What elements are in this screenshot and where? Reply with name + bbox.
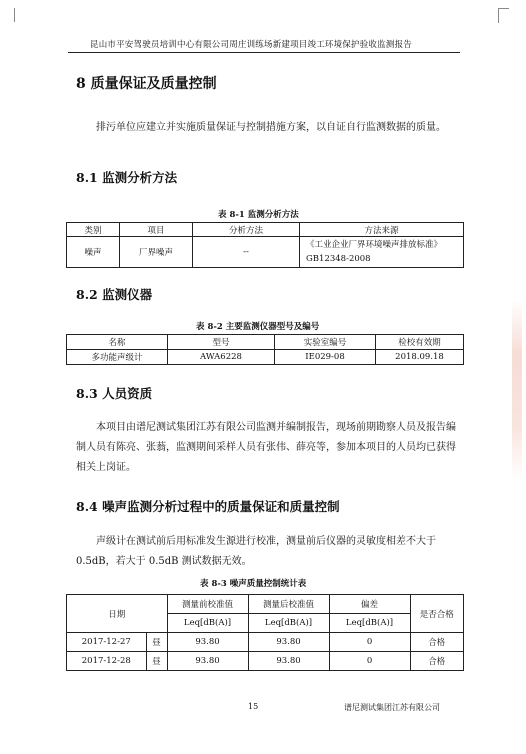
page-number: 15 [248,702,259,711]
table-cell: 厂界噪声 [120,237,193,268]
table-cell: 多功能声级计 [67,350,168,365]
section-8-3-title: 8.3 人员资质 [76,386,153,401]
section-8-title: 8 质量保证及质量控制 [76,76,217,92]
section-8-2-title: 8.2 监测仪器 [76,287,153,302]
section-8-4-title: 8.4 噪声监测分析过程中的质量保证和质量控制 [76,499,340,514]
method-source-name: 《工业企业厂界环境噪声排放标准》 [306,240,443,250]
table-header-date: 日期 [67,595,168,633]
table-header-unit: Leq[dB(A)] [329,614,410,633]
table-cell: 噪声 [67,237,120,268]
table-cell-pre: 93.80 [167,652,248,671]
table-header-post: 测量后校准值 [248,595,329,614]
table-header-deviation: 偏差 [329,595,410,614]
seal-edge-stamp [512,300,522,480]
table-header-unit: Leq[dB(A)] [167,614,248,633]
table-cell-post: 93.80 [248,652,329,671]
table-row [67,633,464,652]
table-header-pre: 测量前校准值 [167,595,248,614]
table-cell-date: 2017-12-27 [67,633,147,652]
footer-company: 谱尼测试集团江苏有限公司 [344,703,440,712]
table-cell-post: 93.80 [248,633,329,652]
table-header-cell: 名称 [67,335,168,350]
table-header-cell: 检校有效期 [376,335,464,350]
table-header-pass: 是否合格 [410,595,463,633]
table-cell-pre: 93.80 [167,633,248,652]
section-8-3-paragraph: 本项目由谱尼测试集团江苏有限公司监测并编制报告，现场前期勘察人员及报告编制人员有陈亮、张蓊，监测期间采样人员有张伟、薛亮等，参加本项目的人员均已获得相关上岗证。 [76,422,456,473]
section-8-intro: 排污单位应建立并实施质量保证与控制措施方案，以自证自行监测数据的质量。 [96,122,446,133]
table-cell: IE029-08 [275,350,376,365]
table-8-2 [66,334,464,365]
header-rule [68,52,460,53]
table-cell: AWA6228 [168,350,275,365]
table-header-unit: Leq[dB(A)] [248,614,329,633]
table-cell-pass: 合格 [410,633,463,652]
table-cell-date: 2017-12-28 [67,652,147,671]
report-header: 昆山市平安驾驶员培训中心有限公司周庄训练场新建项目竣工环境保护验收监测报告 [90,40,412,50]
table-header-cell: 实验室编号 [275,335,376,350]
table-header-cell: 型号 [168,335,275,350]
table-8-3 [66,594,464,671]
table-header-cell: 分析方法 [193,223,300,237]
table-8-1-caption: 表 8-1 监测分析方法 [218,210,299,220]
table-cell-pass: 合格 [410,652,463,671]
scan-edge-mark [14,8,25,22]
table-cell-period: 昼 [146,652,167,671]
table-cell-deviation: 0 [329,633,410,652]
table-cell: -- [193,237,300,268]
table-cell: 2018.09.18 [376,350,464,365]
table-8-2-caption: 表 8-2 主要监测仪器型号及编号 [196,322,320,332]
table-cell-deviation: 0 [329,652,410,671]
table-cell-period: 昼 [146,633,167,652]
section-8-1-title: 8.1 监测分析方法 [76,170,178,185]
table-header-cell: 类别 [67,223,120,237]
scan-corner-mark [498,8,509,23]
table-header-cell: 项目 [120,223,193,237]
table-cell-method-source [300,237,464,268]
table-row [67,652,464,671]
method-source-code: GB12348-2008 [306,254,371,264]
table-8-3-caption: 表 8-3 噪声质量控制统计表 [200,579,307,589]
table-8-1 [66,222,464,268]
section-8-4-paragraph: 声级计在测试前后用标准发生源进行校准，测量前后仪器的灵敏度相差不大于 0.5dB，若大于 0.5dB 测试数据无效。 [76,536,436,567]
table-header-cell: 方法来源 [300,223,464,237]
